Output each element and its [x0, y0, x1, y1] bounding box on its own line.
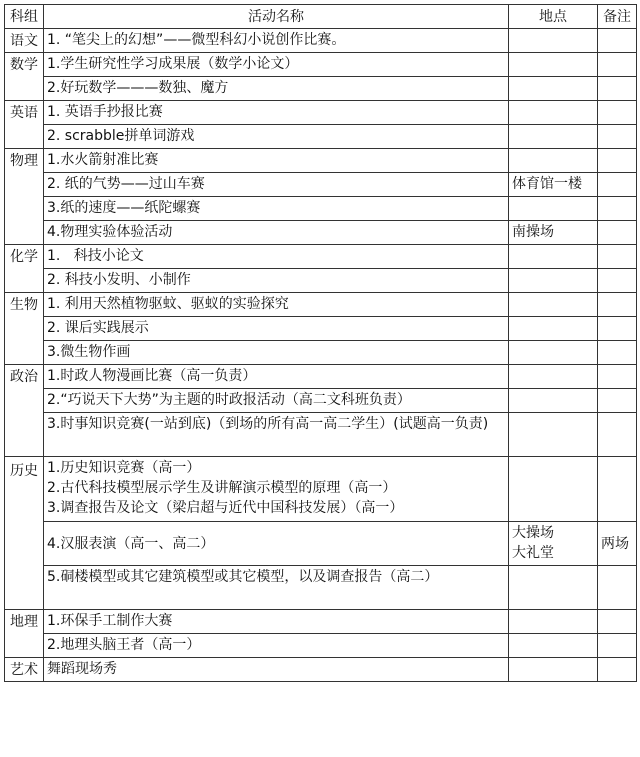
- table-row: [5, 389, 637, 413]
- note-cell: [598, 365, 637, 389]
- activity-cell: 1. 利用天然植物驱蚊、驱蚁的实验探究: [44, 293, 509, 317]
- location-cell: [509, 101, 598, 125]
- table-row: [5, 173, 637, 197]
- location-cell: 体育馆一楼: [509, 173, 598, 197]
- note-cell: [598, 197, 637, 221]
- location-cell: [509, 389, 598, 413]
- activity-table: [4, 4, 637, 682]
- table-row: [5, 365, 637, 389]
- table-row: [5, 317, 637, 341]
- note-cell: [598, 457, 637, 522]
- table-row: [5, 610, 637, 634]
- note-cell: [598, 413, 637, 457]
- activity-cell: 2. 课后实践展示: [44, 317, 509, 341]
- location-cell: [509, 610, 598, 634]
- table-row: [5, 101, 637, 125]
- subject-cell: 物理: [5, 149, 44, 245]
- note-cell: [598, 29, 637, 53]
- location-cell: [509, 658, 598, 682]
- table-row: [5, 29, 637, 53]
- table-row: [5, 413, 637, 457]
- location-cell: [509, 149, 598, 173]
- activity-cell: [44, 457, 509, 522]
- location-cell: [509, 457, 598, 522]
- location-cell: 南操场: [509, 221, 598, 245]
- activity-line: 2.古代科技模型展示学生及讲解演示模型的原理（高一）: [47, 480, 397, 496]
- activity-cell: 1.水火箭射准比赛: [44, 149, 509, 173]
- note-cell: [598, 658, 637, 682]
- table-row: [5, 658, 637, 682]
- activity-cell: 1.环保手工制作大赛: [44, 610, 509, 634]
- note-cell: [598, 317, 637, 341]
- activity-cell: 舞蹈现场秀: [44, 658, 509, 682]
- note-cell: [598, 173, 637, 197]
- location-line: 大操场: [512, 525, 554, 541]
- note-cell: 两场: [598, 522, 637, 566]
- location-cell: [509, 413, 598, 457]
- note-cell: [598, 293, 637, 317]
- location-cell: [509, 293, 598, 317]
- location-cell: [509, 29, 598, 53]
- table-row: [5, 269, 637, 293]
- subject-label: 历史: [10, 463, 38, 479]
- location-cell: [509, 522, 598, 566]
- table-row: [5, 522, 637, 566]
- subject-cell: 英语: [5, 101, 44, 149]
- location-cell: [509, 317, 598, 341]
- subject-cell: 政治: [5, 365, 44, 457]
- note-cell: [598, 77, 637, 101]
- subject-cell: 数学: [5, 53, 44, 101]
- table-row: [5, 125, 637, 149]
- note-cell: [598, 634, 637, 658]
- header-note: 备注: [598, 5, 637, 29]
- note-cell: [598, 125, 637, 149]
- activity-cell: 2. scrabble拼单词游戏: [44, 125, 509, 149]
- header-row: [5, 5, 637, 29]
- note-cell: [598, 149, 637, 173]
- note-cell: [598, 101, 637, 125]
- location-cell: [509, 365, 598, 389]
- table-row: [5, 149, 637, 173]
- activity-cell: 2.地理头脑王者（高一）: [44, 634, 509, 658]
- note-cell: [598, 245, 637, 269]
- table-row: [5, 77, 637, 101]
- location-cell: [509, 197, 598, 221]
- activity-cell: 4.物理实验体验活动: [44, 221, 509, 245]
- header-activity: 活动名称: [44, 5, 509, 29]
- location-cell: [509, 245, 598, 269]
- activity-line: 1.历史知识竞赛（高一）: [47, 460, 201, 476]
- subject-cell: [5, 457, 44, 610]
- table-row: [5, 634, 637, 658]
- location-cell: [509, 77, 598, 101]
- subject-cell: 艺术: [5, 658, 44, 682]
- subject-cell: 生物: [5, 293, 44, 365]
- note-cell: [598, 269, 637, 293]
- subject-cell: 语文: [5, 29, 44, 53]
- activity-cell: 1. 科技小论文: [44, 245, 509, 269]
- activity-cell: 2. 纸的气势——过山车赛: [44, 173, 509, 197]
- table-row: [5, 197, 637, 221]
- table-row: [5, 53, 637, 77]
- activity-cell: 1.学生研究性学习成果展（数学小论文）: [44, 53, 509, 77]
- header-subject: 科组: [5, 5, 44, 29]
- location-cell: [509, 634, 598, 658]
- activity-cell: 2.“巧说天下大势”为主题的时政报活动（高二文科班负责）: [44, 389, 509, 413]
- location-cell: [509, 566, 598, 610]
- activity-cell: 3.时事知识竞赛(一站到底)（到场的所有高一高二学生）(试题高一负责): [44, 413, 509, 457]
- activity-cell: 1. “笔尖上的幻想”——微型科幻小说创作比赛。: [44, 29, 509, 53]
- activity-line: 3.调查报告及论文（梁启超与近代中国科技发展）（高一）: [47, 500, 404, 516]
- table-row: [5, 221, 637, 245]
- table-row: [5, 566, 637, 610]
- header-location: 地点: [509, 5, 598, 29]
- subject-cell: 化学: [5, 245, 44, 293]
- activity-cell: 3.微生物作画: [44, 341, 509, 365]
- location-cell: [509, 125, 598, 149]
- activity-cell: 5.硐楼模型或其它建筑模型或其它模型，以及调查报告（高二）: [44, 566, 509, 610]
- note-cell: [598, 566, 637, 610]
- activity-cell: 1.时政人物漫画比赛（高一负责）: [44, 365, 509, 389]
- activity-cell: 2.好玩数学———数独、魔方: [44, 77, 509, 101]
- location-line: 大礼堂: [512, 545, 554, 561]
- location-cell: [509, 269, 598, 293]
- activity-cell: 3.纸的速度——纸陀螺赛: [44, 197, 509, 221]
- note-cell: [598, 341, 637, 365]
- table-row: [5, 457, 637, 522]
- table-row: [5, 341, 637, 365]
- note-cell: [598, 389, 637, 413]
- location-cell: [509, 341, 598, 365]
- note-cell: [598, 610, 637, 634]
- location-cell: [509, 53, 598, 77]
- activity-cell: 1. 英语手抄报比赛: [44, 101, 509, 125]
- table-row: [5, 245, 637, 269]
- activity-cell: 2. 科技小发明、小制作: [44, 269, 509, 293]
- note-cell: [598, 221, 637, 245]
- table-row: [5, 293, 637, 317]
- subject-cell: 地理: [5, 610, 44, 658]
- note-cell: [598, 53, 637, 77]
- activity-cell: 4.汉服表演（高一、高二）: [44, 522, 509, 566]
